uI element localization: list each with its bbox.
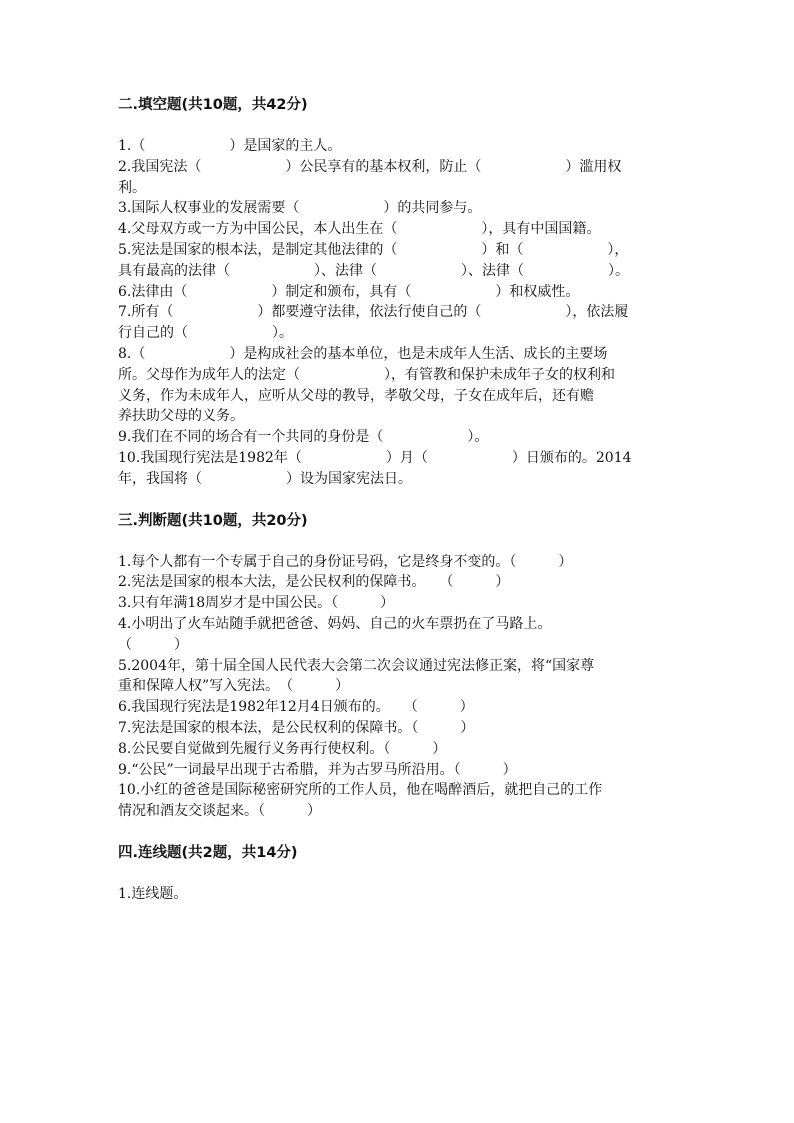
- question-list: [118, 884, 694, 905]
- question-item: [118, 656, 694, 698]
- question-item: [118, 427, 694, 448]
- question-item: [118, 302, 694, 344]
- question-line: 养扶助父母的义务。: [118, 408, 244, 425]
- question-line: 所。父母作为成年人的法定（ ），有管教和保护未成年子女的权利和: [118, 366, 615, 383]
- question-line: 9.我们在不同的场合有一个共同的身份是（ ）。: [118, 429, 489, 446]
- question-line: 10.小红的爸爸是国际秘密研究所的工作人员，他在喝醉酒后，就把自己的工作: [118, 782, 603, 799]
- question-item: [118, 593, 694, 614]
- question-line: 4.父母双方或一方为中国公民，本人出生在（ ），具有中国国籍。: [118, 221, 601, 238]
- question-line: 3.只有年满18周岁才是中国公民。（ ）: [118, 595, 395, 612]
- question-line: 2.宪法是国家的根本大法，是公民权利的保障书。 （ ）: [118, 574, 510, 591]
- question-line: 1.每个人都有一个专属于自己的身份证号码，它是终身不变的。（ ）: [118, 553, 573, 570]
- question-line: 9.“公民”一词最早出现于古希腊，并为古罗马所沿用。（ ）: [118, 761, 517, 778]
- section-fill-blank: [118, 95, 694, 490]
- question-line: 1.连线题。: [118, 885, 188, 902]
- section-title: 三.判断题(共10题，共20分): [118, 512, 308, 529]
- question-item: [118, 614, 694, 656]
- question-item: [118, 884, 694, 905]
- section-matching: [118, 843, 694, 905]
- question-item: [118, 572, 694, 593]
- question-item: [118, 448, 694, 490]
- question-line: 年，我国将（ ）设为国家宪法日。: [118, 470, 412, 487]
- question-item: [118, 219, 694, 240]
- section-true-false: [118, 511, 694, 822]
- question-line: 4.小明出了火车站随手就把爸爸、妈妈、自己的火车票扔在了马路上。: [118, 615, 552, 632]
- question-item: [118, 157, 694, 199]
- question-line: 10.我国现行宪法是1982年（ ）月（ ）日颁布的。2014: [118, 449, 632, 466]
- question-item: [118, 697, 694, 718]
- question-line: 8.（ ）是构成社会的基本单位，也是未成年人生活、成长的主要场: [118, 345, 608, 362]
- question-line: 3.国际人权事业的发展需要（ ）的共同参与。: [118, 200, 482, 217]
- question-list: [118, 552, 694, 822]
- section-title: 二.填空题(共10题，共42分): [118, 97, 308, 113]
- question-item: [118, 760, 694, 781]
- question-line: 5.宪法是国家的根本法，是制定其他法律的（ ）和（ ），: [118, 241, 629, 258]
- section-title: 四.连线题(共2题，共14分): [118, 844, 298, 861]
- question-line: 义务，作为未成年人，应听从父母的教导，孝敬父母，子女在成年后，还有赡: [118, 387, 594, 404]
- question-item: [118, 198, 694, 219]
- question-line: 具有最高的法律（ ）、法律（ ）、法律（ ）。: [118, 262, 629, 279]
- question-line: 7.所有（ ）都要遵守法律，依法行使自己的（ ），依法履: [118, 304, 629, 321]
- question-item: [118, 240, 694, 282]
- question-line: 8.公民要自觉做到先履行义务再行使权利。（ ）: [118, 740, 447, 757]
- question-item: [118, 136, 694, 157]
- question-line: 利。: [118, 179, 146, 196]
- question-line: 6.我国现行宪法是1982年12月4日颁布的。 （ ）: [118, 699, 474, 716]
- question-line: 行自己的（ ）。: [118, 325, 293, 342]
- question-line: 6.法律由（ ）制定和颁布，具有（ ）和权威性。: [118, 283, 580, 300]
- question-line: （ ）: [118, 636, 188, 653]
- question-line: 5.2004年，第十届全国人民代表大会第二次会议通过宪法修正案，将“国家尊: [118, 657, 595, 674]
- question-item: [118, 718, 694, 739]
- question-item: [118, 552, 694, 573]
- question-line: 7.宪法是国家的根本法，是公民权利的保障书。（ ）: [118, 719, 475, 736]
- question-line: 2.我国宪法（ ）公民享有的基本权利，防止（ ）滥用权: [118, 158, 622, 175]
- question-line: 重和保障人权”写入宪法。 （ ）: [118, 678, 350, 695]
- question-item: [118, 344, 694, 427]
- question-item: [118, 780, 694, 822]
- question-item: [118, 739, 694, 760]
- question-list: [118, 136, 694, 490]
- question-line: 1.（ ）是国家的主人。: [118, 138, 342, 154]
- question-item: [118, 282, 694, 303]
- question-line: 情况和酒友交谈起来。（ ）: [118, 803, 321, 820]
